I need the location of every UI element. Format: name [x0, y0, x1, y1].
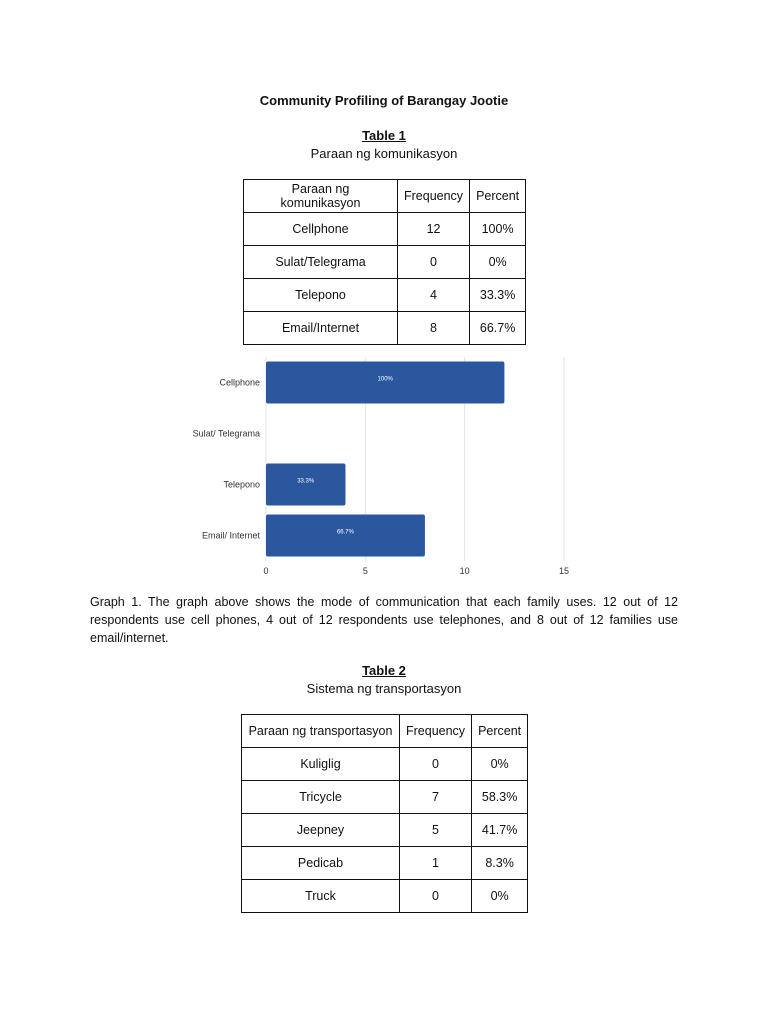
communication-table	[243, 179, 526, 345]
graph-caption: Graph 1. The graph above shows the mode of communication that each family uses. 12 out of 12 respondents use cell phones, 4 out of 12 respondents use telephones, and 8 out of 12 families use email/internet.	[90, 595, 678, 645]
table1-number: Table 1	[362, 128, 406, 143]
table-header-cell: Frequency	[400, 715, 472, 748]
table-cell: 8.3%	[472, 847, 528, 880]
bar	[266, 362, 504, 404]
table-row	[244, 279, 526, 312]
data-label: 100%	[377, 376, 393, 383]
table2-caption	[0, 662, 768, 698]
category-label: Sulat/ Telegrama	[192, 428, 260, 439]
table-row	[242, 748, 528, 781]
table1-subtitle: Paraan ng komunikasyon	[310, 146, 458, 161]
table-cell: 0%	[470, 246, 526, 279]
table-cell: 0%	[472, 748, 528, 781]
data-label: 33.3%	[297, 478, 315, 485]
table-cell: Truck	[242, 880, 400, 913]
table-header-cell: Paraan ng transportasyon	[242, 715, 400, 748]
bar	[266, 515, 425, 557]
table2-subtitle: Sistema ng transportasyon	[306, 681, 462, 696]
x-tick-label: 10	[459, 566, 470, 575]
table-cell: Telepono	[244, 279, 398, 312]
table2-number: Table 2	[362, 663, 406, 678]
table-row	[244, 213, 526, 246]
table-cell: Kuliglig	[242, 748, 400, 781]
table-row	[244, 246, 526, 279]
table-cell: 33.3%	[470, 279, 526, 312]
table-cell: 0	[398, 246, 470, 279]
table-cell: Tricycle	[242, 781, 400, 814]
table-cell: 100%	[470, 213, 526, 246]
table-cell: Email/Internet	[244, 312, 398, 345]
table-cell: Pedicab	[242, 847, 400, 880]
table-cell: Sulat/Telegrama	[244, 246, 398, 279]
table-row	[242, 847, 528, 880]
category-label: Email/ Internet	[201, 530, 260, 541]
table-row	[244, 312, 526, 345]
table-cell: 12	[398, 213, 470, 246]
table-row	[242, 814, 528, 847]
table-cell: 1	[400, 847, 472, 880]
x-tick-label: 5	[362, 566, 368, 575]
bar	[266, 464, 345, 506]
table-header-cell: Percent	[470, 180, 526, 213]
transportation-table	[241, 714, 528, 913]
table1-caption	[0, 127, 768, 163]
data-label: 66.7%	[336, 529, 354, 536]
table-cell: 8	[398, 312, 470, 345]
table-row	[242, 781, 528, 814]
table-cell: 4	[398, 279, 470, 312]
table-cell: 0%	[472, 880, 528, 913]
table-header-cell: Frequency	[398, 180, 470, 213]
table-row	[242, 880, 528, 913]
table-cell: 0	[400, 880, 472, 913]
category-label: Cellphone	[219, 377, 260, 388]
table-cell: 7	[400, 781, 472, 814]
table-cell: 66.7%	[470, 312, 526, 345]
table-cell: 0	[400, 748, 472, 781]
table-header-row	[242, 715, 528, 748]
category-label: Telepono	[223, 479, 260, 490]
table-cell: Jeepney	[242, 814, 400, 847]
table-header-row	[244, 180, 526, 213]
x-tick-label: 15	[558, 566, 570, 575]
table-cell: 5	[400, 814, 472, 847]
table-cell: 41.7%	[472, 814, 528, 847]
table-cell: Cellphone	[244, 213, 398, 246]
table-header-cell: Percent	[472, 715, 528, 748]
x-tick-label: 0	[263, 566, 269, 575]
document-title: Community Profiling of Barangay Jootie	[259, 93, 509, 108]
table-cell: 58.3%	[472, 781, 528, 814]
table-header-cell: Paraan ng komunikasyon	[244, 180, 398, 213]
communication-bar-chart	[170, 355, 590, 575]
